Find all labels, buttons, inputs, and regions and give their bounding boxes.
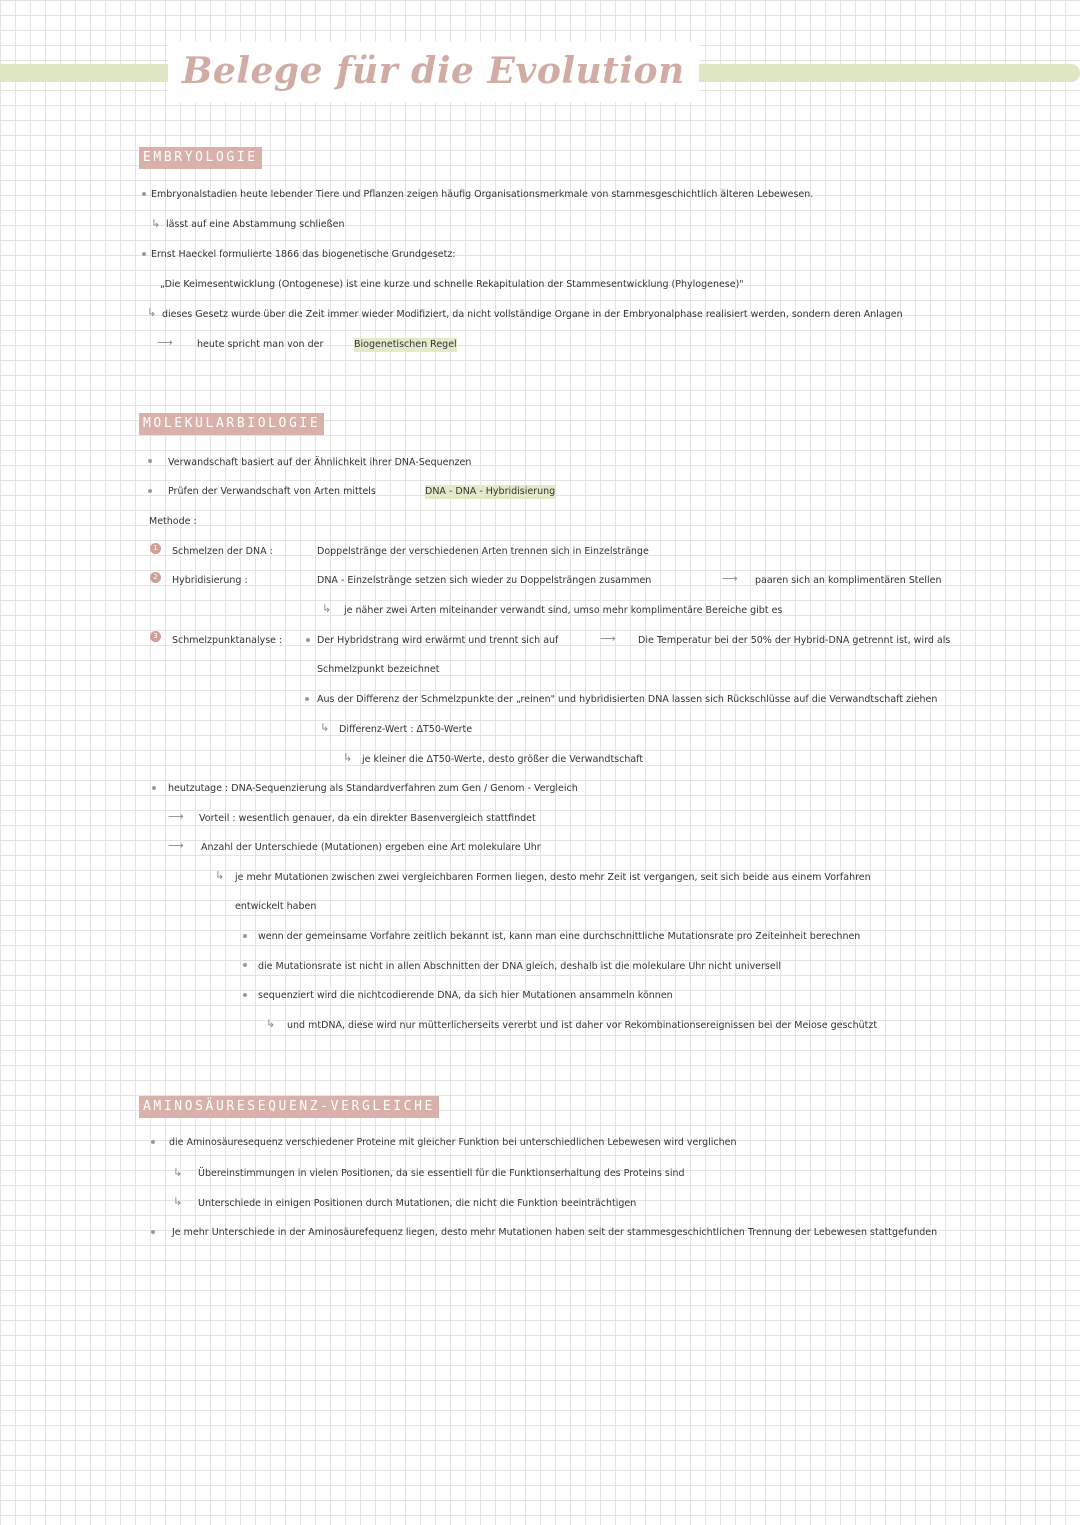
embryo-line-2: lässt auf eine Abstammung schließen [166,219,345,230]
heute-lead: heutzutage : DNA-Sequenzierung als Standardverfahren zum Gen / Genom - Vergleich [168,783,578,794]
section-heading-molekularbiologie: MOLEKULARBIOLOGIE [139,413,324,435]
bullet [306,638,310,642]
heute-je-mehr-cont: entwickelt haben [235,901,317,912]
embryo-highlight-regel: Biogenetischen Regel [354,339,457,350]
return-arrow-icon: ↳ [343,751,353,764]
embryo-quote: „Die Keimesentwicklung (Ontogenese) ist eine kurze und schnelle Rekapitulation der Stammesentwicklung (Phylogenese)" [160,279,744,290]
step-3-text2: Aus der Differenz der Schmelzpunkte der „reinen" und hybridisierten DNA lassen sich Rückschlüsse auf die Verwandtschaft ziehen [317,694,938,705]
heute-je-mehr: je mehr Mutationen zwischen zwei vergleichbaren Formen liegen, desto mehr Zeit ist vergangen, seit sich beide aus einem Vorfahren [235,872,871,883]
arrow-right-icon: ⟶ [600,632,616,645]
step-3-sub: Differenz-Wert : ΔT50-Werte [339,724,473,735]
return-arrow-icon: ↳ [147,306,157,319]
step-2-text: DNA - Einzelstränge setzen sich wieder zu Doppelsträngen zusammen [317,575,652,586]
return-arrow-icon: ↳ [215,869,225,882]
step-3-sub2: je kleiner die ΔT50-Werte, desto größer die Verwandtschaft [362,754,644,765]
bullet [148,489,152,493]
heute-mtdna: und mtDNA, diese wird nur mütterlicherseits vererbt und ist daher vor Rekombinationsereignissen bei der Meiose geschützt [287,1020,878,1031]
molek-line-2: Prüfen der Verwandschaft von Arten mittels [168,486,376,497]
return-arrow-icon: ↳ [173,1166,183,1179]
amino-line-2: Übereinstimmungen in vielen Positionen, da sie essentiell für die Funktionserhaltung des Proteins sind [198,1168,685,1179]
step-2-arrow-text: paaren sich an komplimentären Stellen [755,575,942,586]
step-3-label: Schmelzpunktanalyse : [172,635,283,646]
arrow-right-icon: ⟶ [168,810,184,823]
heute-vorteil: Vorteil : wesentlich genauer, da ein direkter Basenvergleich stattfindet [199,813,536,824]
bullet [148,459,152,463]
bullet [151,1230,155,1234]
return-arrow-icon: ↳ [322,602,332,615]
page-title: Belege für die Evolution [168,42,699,102]
step-2-sub: je näher zwei Arten miteinander verwandt sind, umso mehr komplimentäre Bereiche gibt es [344,605,783,616]
heute-point-1: wenn der gemeinsame Vorfahre zeitlich bekannt ist, kann man eine durchschnittliche Mutationsrate pro Zeiteinheit berechnen [258,931,861,942]
arrow-right-icon: ⟶ [168,839,184,852]
molek-highlight-hybridisierung: DNA - DNA - Hybridisierung [425,486,556,497]
bullet [243,993,247,997]
step-number-1: 1 [150,543,161,554]
return-arrow-icon: ↳ [173,1195,183,1208]
bullet [243,934,247,938]
step-1-text: Doppelstränge der verschiedenen Arten trennen sich in Einzelstränge [317,546,649,557]
embryo-line-6: heute spricht man von der [197,339,324,350]
step-2-label: Hybridisierung : [172,575,248,586]
heute-anzahl: Anzahl der Unterschiede (Mutationen) ergeben eine Art molekulare Uhr [201,842,541,853]
heute-point-2: die Mutationsrate ist nicht in allen Abschnitten der DNA gleich, deshalb ist die molekulare Uhr nicht universell [258,961,782,972]
section-heading-aminosaeure: AMINOSÄURESEQUENZ-VERGLEICHE [139,1096,439,1118]
embryo-line-1: Embryonalstadien heute lebender Tiere und Pflanzen zeigen häufig Organisationsmerkmale von stammesgeschichtlich älteren Lebewesen. [151,189,814,200]
methode-label: Methode : [149,516,197,527]
arrow-right-icon: ⟶ [157,336,173,349]
step-3-text: Der Hybridstrang wird erwärmt und trennt sich auf [317,635,559,646]
step-number-3: 3 [150,631,161,642]
step-1-label: Schmelzen der DNA : [172,546,273,557]
embryo-line-5: dieses Gesetz wurde über die Zeit immer wieder Modifiziert, da nicht vollständige Organe in der Embryonalphase realisiert werden, sondern deren Anlagen [162,309,903,320]
bullet [305,697,309,701]
return-arrow-icon: ↳ [320,721,330,734]
step-3-arrow-text: Die Temperatur bei der 50% der Hybrid-DNA getrennt ist, wird als [638,635,951,646]
molek-line-1: Verwandschaft basiert auf der Ähnlichkeit ihrer DNA-Sequenzen [168,457,472,468]
return-arrow-icon: ↳ [151,217,161,230]
return-arrow-icon: ↳ [266,1017,276,1030]
embryo-line-3: Ernst Haeckel formulierte 1866 das biogenetische Grundgesetz: [151,249,456,260]
bullet [151,1140,155,1144]
step-number-2: 2 [150,572,161,583]
bullet [142,252,146,256]
bullet [142,192,146,196]
arrow-right-icon: ⟶ [722,572,738,585]
amino-line-4: Je mehr Unterschiede in der Aminosäurefequenz liegen, desto mehr Mutationen haben seit der stammesgeschichtlichen Trennung der Lebewesen stattgefunden [172,1227,938,1238]
amino-line-1: die Aminosäuresequenz verschiedener Proteine mit gleicher Funktion bei unterschiedlichen Lebewesen wird verglichen [169,1137,737,1148]
bullet [152,786,156,790]
bullet [243,963,247,967]
section-heading-embryologie: EMBRYOLOGIE [139,147,262,169]
amino-line-3: Unterschiede in einigen Positionen durch Mutationen, die nicht die Funktion beeinträchtigen [198,1198,637,1209]
step-3-cont: Schmelzpunkt bezeichnet [317,664,440,675]
heute-point-3: sequenziert wird die nichtcodierende DNA, da sich hier Mutationen ansammeln können [258,990,673,1001]
